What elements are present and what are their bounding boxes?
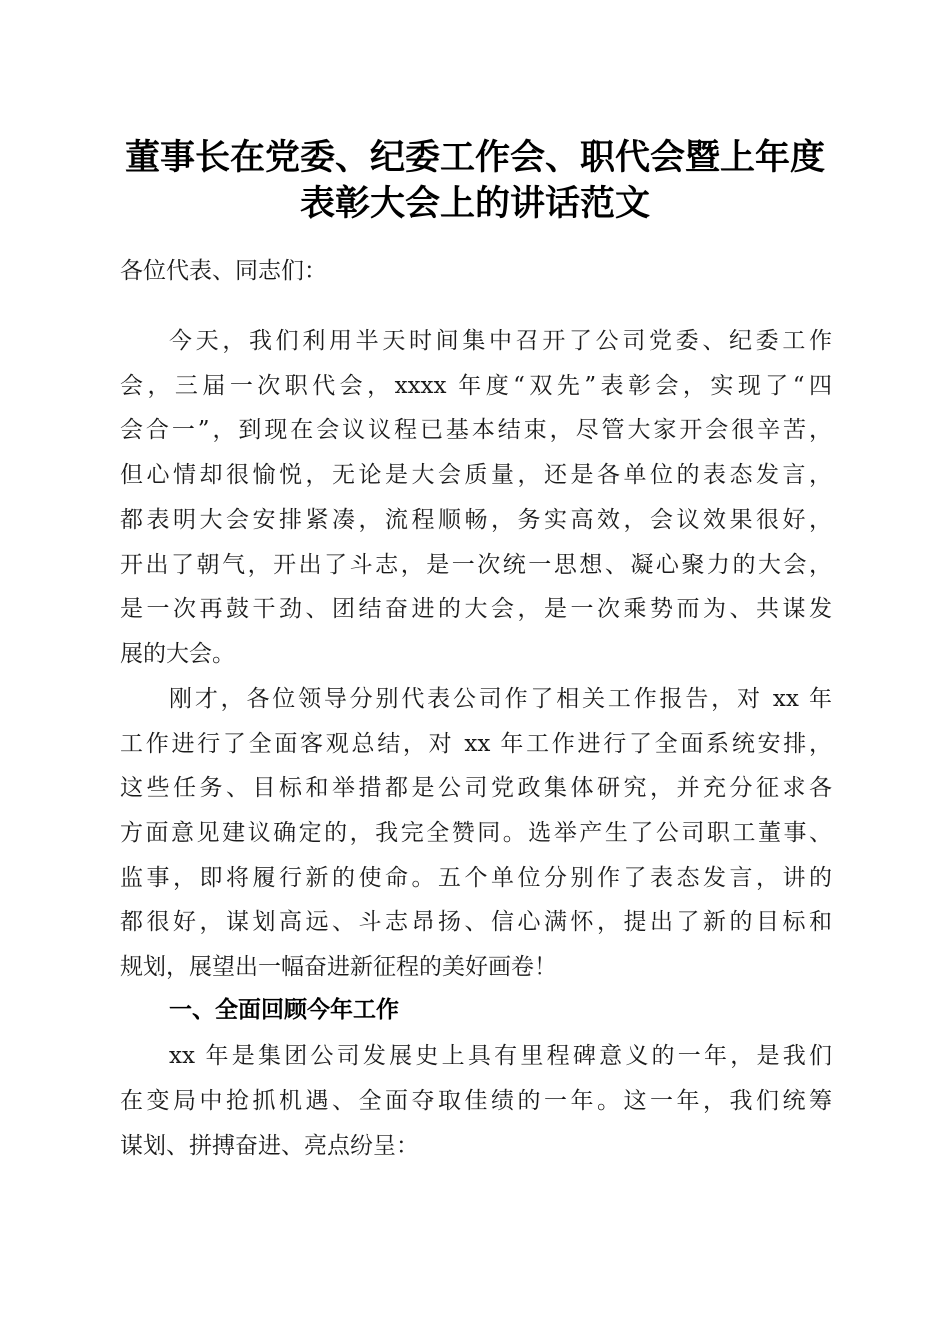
document-title-line-2: 表彰大会上的讲话范文 (299, 183, 650, 224)
section-heading: 一、全面回顾今年工作 (169, 997, 399, 1023)
paragraph-3-line: xx 年是集团公司发展史上具有里程碑意义的一年，是我们 (169, 1043, 832, 1069)
paragraph-1-line: 展的大会。 (120, 641, 235, 667)
paragraph-1-line: 但心情却很愉悦，无论是大会质量，还是各单位的表态发言， (120, 462, 832, 488)
paragraph-2-line: 这些任务、目标和举措都是公司党政集体研究，并充分征求各 (120, 775, 832, 801)
paragraph-1-line: 会，三届一次职代会，xxxx 年度“双先”表彰会，实现了“四 (120, 373, 832, 399)
paragraph-1-line: 今天，我们利用半天时间集中召开了公司党委、纪委工作 (169, 328, 832, 354)
salutation: 各位代表、同志们： (120, 258, 327, 284)
paragraph-2-line: 都很好，谋划高远、斗志昂扬、信心满怀，提出了新的目标和 (120, 909, 832, 935)
paragraph-1-line: 都表明大会安排紧凑，流程顺畅，务实高效，会议效果很好， (120, 507, 832, 533)
paragraph-2-line: 工作进行了全面客观总结，对 xx 年工作进行了全面系统安排， (120, 731, 832, 757)
paragraph-1-line: 开出了朝气，开出了斗志，是一次统一思想、凝心聚力的大会， (120, 552, 832, 578)
paragraph-3-line: 在变局中抢抓机遇、全面夺取佳绩的一年。这一年，我们统筹 (120, 1088, 832, 1114)
paragraph-2-line: 规划，展望出一幅奋进新征程的美好画卷！ (120, 954, 557, 980)
paragraph-1-line: 是一次再鼓干劲、团结奋进的大会，是一次乘势而为、共谋发 (120, 596, 832, 622)
paragraph-2-line: 监事，即将履行新的使命。五个单位分别作了表态发言，讲的 (120, 865, 832, 891)
paragraph-3-line: 谋划、拼搏奋进、亮点纷呈： (120, 1133, 419, 1159)
paragraph-2-line: 方面意见建议确定的，我完全赞同。选举产生了公司职工董事、 (120, 820, 832, 846)
paragraph-1-line: 会合一”，到现在会议议程已基本结束，尽管大家开会很辛苦， (120, 417, 832, 443)
document-title-line-1: 董事长在党委、纪委工作会、职代会暨上年度 (124, 137, 825, 178)
paragraph-2-line: 刚才，各位领导分别代表公司作了相关工作报告，对 xx 年 (169, 686, 832, 712)
